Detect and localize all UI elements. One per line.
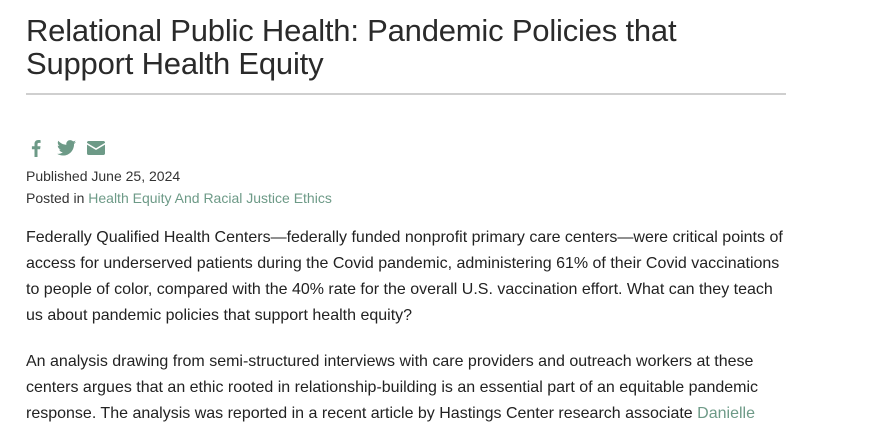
category-link[interactable]: Health Equity And Racial Justice Ethics: [88, 190, 332, 206]
article: [26, 0, 786, 447]
author-link[interactable]: Danielle: [697, 405, 755, 422]
published-line: [26, 165, 786, 187]
published-date: June 25, 2024: [91, 168, 181, 184]
title-divider: [26, 93, 786, 95]
email-share-button[interactable]: [86, 139, 106, 157]
category-line: [26, 187, 786, 209]
twitter-share-button[interactable]: [56, 139, 76, 157]
paragraph-2-text: An analysis drawing from semi-structured interviews with care providers and outreach workers at these centers argues that an ethic rooted in relationship-building is an essential part of an equitable pandemic response. The analysis was reported in a recent article by Hastings Center research associate: [26, 353, 759, 422]
email-icon: [87, 141, 105, 155]
posted-in-label: Posted in: [26, 190, 85, 206]
paragraph-2: [26, 349, 786, 427]
paragraph-1: Federally Qualified Health Centers—federally funded nonprofit primary care centers—were critical points of access for underserved patients during the Covid pandemic, administering 61% of their Covid vaccinations to people of color, compared with the 40% rate for the overall U.S. vaccination effort. What can they teach us about pandemic policies that support health equity?: [26, 229, 783, 324]
article-meta: [26, 165, 786, 209]
facebook-icon: [31, 140, 41, 157]
twitter-icon: [57, 140, 76, 156]
page-title: Relational Public Health: Pandemic Policies that Support Health Equity: [26, 13, 677, 81]
article-body: [26, 225, 786, 427]
published-label: Published: [26, 168, 88, 184]
share-bar: [26, 139, 786, 157]
facebook-share-button[interactable]: [26, 139, 46, 157]
